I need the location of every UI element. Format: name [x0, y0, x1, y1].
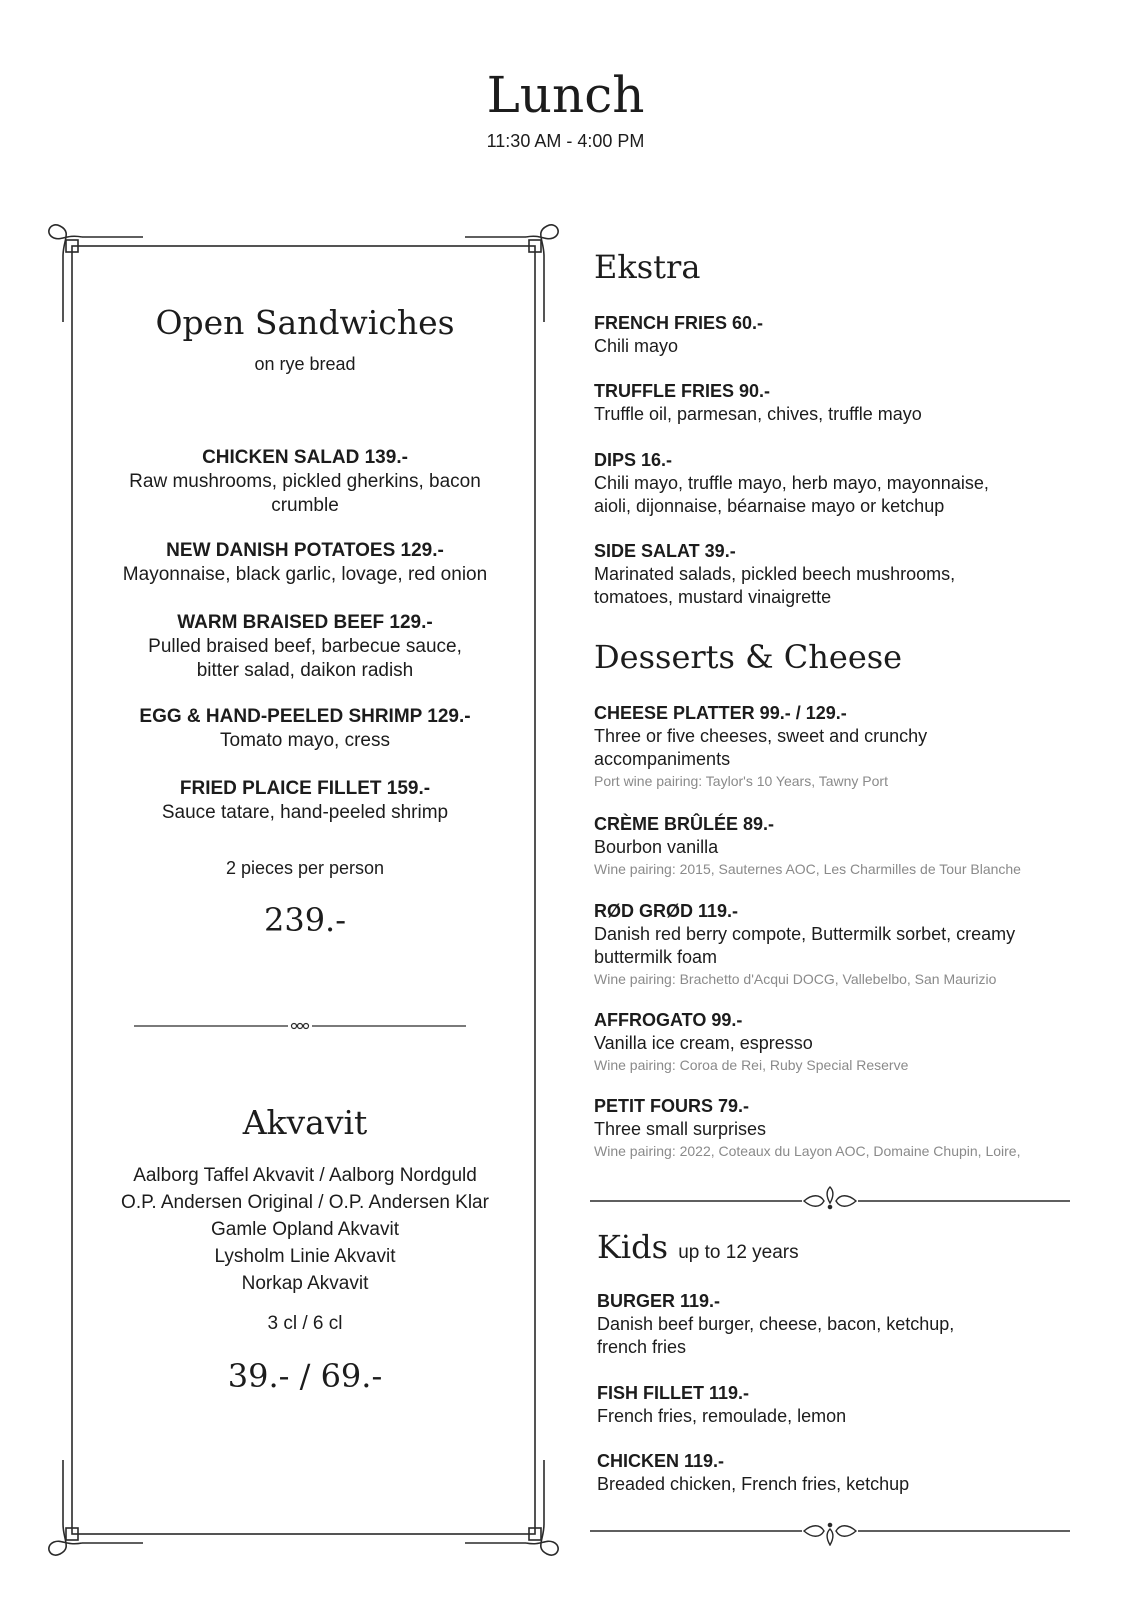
item-desc: Sauce tatare, hand-peeled shrimp: [161, 802, 449, 823]
sandwich-item: [98, 539, 512, 587]
item-desc: Danish beef burger, cheese, bacon, ketchup,: [597, 1314, 955, 1334]
item-name: CHICKEN SALAD 139.-: [202, 447, 408, 468]
item-name: CHEESE PLATTER 99.- / 129.-: [594, 703, 847, 723]
item-name: DIPS 16.-: [594, 450, 673, 470]
item-name: FISH FILLET 119.-: [597, 1383, 750, 1403]
sandwich-item: [98, 705, 512, 753]
item-desc: Chili mayo: [594, 336, 679, 356]
dessert-item: [594, 1095, 1094, 1161]
ekstra-item: [594, 449, 1094, 518]
wine-pairing: Wine pairing: 2015, Sauternes AOC, Les Charmilles de Tour Blanche: [594, 861, 1021, 877]
akvavit-item: Aalborg Taffel Akvavit / Aalborg Nordguld: [133, 1165, 477, 1186]
item-desc: Tomato mayo, cress: [220, 730, 390, 751]
item-desc: Marinated salads, pickled beech mushrooms,: [594, 564, 956, 584]
item-name: EGG & HAND-PEELED SHRIMP 129.-: [139, 706, 471, 727]
item-desc: accompaniments: [594, 749, 731, 769]
akvavit-item: Norkap Akvavit: [241, 1273, 369, 1294]
akvavit-item: Lysholm Linie Akvavit: [214, 1246, 396, 1267]
dessert-item: [594, 813, 1094, 879]
item-name: TRUFFLE FRIES 90.-: [594, 381, 771, 401]
item-name: PETIT FOURS 79.-: [594, 1096, 750, 1116]
page-title: Lunch: [486, 66, 645, 124]
item-name: CRÈME BRÛLÉE 89.-: [594, 814, 775, 834]
item-desc: Mayonnaise, black garlic, lovage, red onion: [122, 564, 488, 585]
kids-item: [597, 1450, 1097, 1496]
ekstra-item: [594, 540, 1094, 609]
item-desc: French fries, remoulade, lemon: [597, 1406, 847, 1426]
akvavit-item: Gamle Opland Akvavit: [211, 1219, 399, 1240]
akvavit-title: Akvavit: [242, 1103, 368, 1142]
item-name: SIDE SALAT 39.-: [594, 541, 736, 561]
item-name: NEW DANISH POTATOES 129.-: [166, 540, 444, 561]
item-desc: Raw mushrooms, pickled gherkins, bacon crumble: [129, 471, 481, 516]
ekstra-item: [594, 312, 1094, 358]
item-name: FRENCH FRIES 60.-: [594, 313, 764, 333]
desserts-title: Desserts & Cheese: [594, 638, 903, 676]
sandwich-item: [98, 446, 512, 518]
item-desc: Chili mayo, truffle mayo, herb mayo, mayonnaise,: [594, 473, 989, 493]
sandwich-item: [98, 611, 512, 683]
wine-pairing: Wine pairing: Brachetto d'Acqui DOCG, Vallebelbo, San Maurizio: [594, 971, 997, 987]
sandwich-note: 2 pieces per person: [225, 858, 385, 878]
lunch-hours: 11:30 AM - 4:00 PM: [486, 131, 645, 151]
item-desc: Pulled braised beef, barbecue sauce, bitter salad, daikon radish: [148, 636, 462, 681]
sandwich-price: 239.-: [263, 901, 347, 939]
item-name: BURGER 119.-: [597, 1291, 721, 1311]
item-name: FRIED PLAICE FILLET 159.-: [179, 778, 431, 799]
akvavit-sizes: 3 cl / 6 cl: [267, 1313, 343, 1334]
item-desc: Truffle oil, parmesan, chives, truffle mayo: [594, 404, 922, 424]
akvavit-price: 39.- / 69.-: [227, 1357, 383, 1395]
open-sandwiches-title: Open Sandwiches: [155, 303, 455, 342]
item-desc: french fries: [597, 1337, 687, 1357]
ekstra-title: Ekstra: [594, 248, 701, 286]
open-sandwiches-subtitle: on rye bread: [254, 354, 356, 374]
wine-pairing: Port wine pairing: Taylor's 10 Years, Tawny Port: [594, 773, 888, 789]
item-desc: Breaded chicken, French fries, ketchup: [597, 1474, 910, 1494]
item-desc: aioli, dijonnaise, béarnaise mayo or ketchup: [594, 496, 945, 516]
item-name: CHICKEN 119.-: [597, 1451, 725, 1471]
kids-title: Kids: [597, 1228, 669, 1266]
sandwich-item: [98, 777, 512, 825]
item-desc: tomatoes, mustard vinaigrette: [594, 587, 832, 607]
item-name: RØD GRØD 119.-: [594, 901, 739, 921]
item-desc: Vanilla ice cream, espresso: [594, 1033, 813, 1053]
item-name: AFFROGATO 99.-: [594, 1010, 743, 1030]
dessert-item: [594, 702, 1094, 791]
ornamental-divider-icon: [130, 1020, 470, 1032]
akvavit-item: O.P. Andersen Original / O.P. Andersen Klar: [121, 1192, 489, 1213]
wine-pairing: Wine pairing: Coroa de Rei, Ruby Special Reserve: [594, 1057, 909, 1073]
kids-item: [597, 1290, 1097, 1359]
ekstra-item: [594, 380, 1094, 426]
item-desc: Three small surprises: [594, 1119, 767, 1139]
dessert-item: [594, 900, 1094, 989]
item-desc: Bourbon vanilla: [594, 837, 719, 857]
item-desc: Three or five cheeses, sweet and crunchy: [594, 726, 928, 746]
wine-pairing: Wine pairing: 2022, Coteaux du Layon AOC, Domaine Chupin, Loire,: [594, 1143, 1021, 1159]
kids-item: [597, 1382, 1097, 1428]
ornamental-divider-icon: [590, 1520, 1070, 1546]
kids-subtitle: up to 12 years: [678, 1242, 799, 1263]
item-desc: buttermilk foam: [594, 947, 718, 967]
item-desc: Danish red berry compote, Buttermilk sorbet, creamy: [594, 924, 1016, 944]
item-name: WARM BRAISED BEEF 129.-: [177, 612, 433, 633]
dessert-item: [594, 1009, 1094, 1075]
ornamental-divider-icon: [590, 1186, 1070, 1212]
akvavit-list: [98, 1162, 512, 1297]
kids-header: [597, 1228, 1097, 1266]
